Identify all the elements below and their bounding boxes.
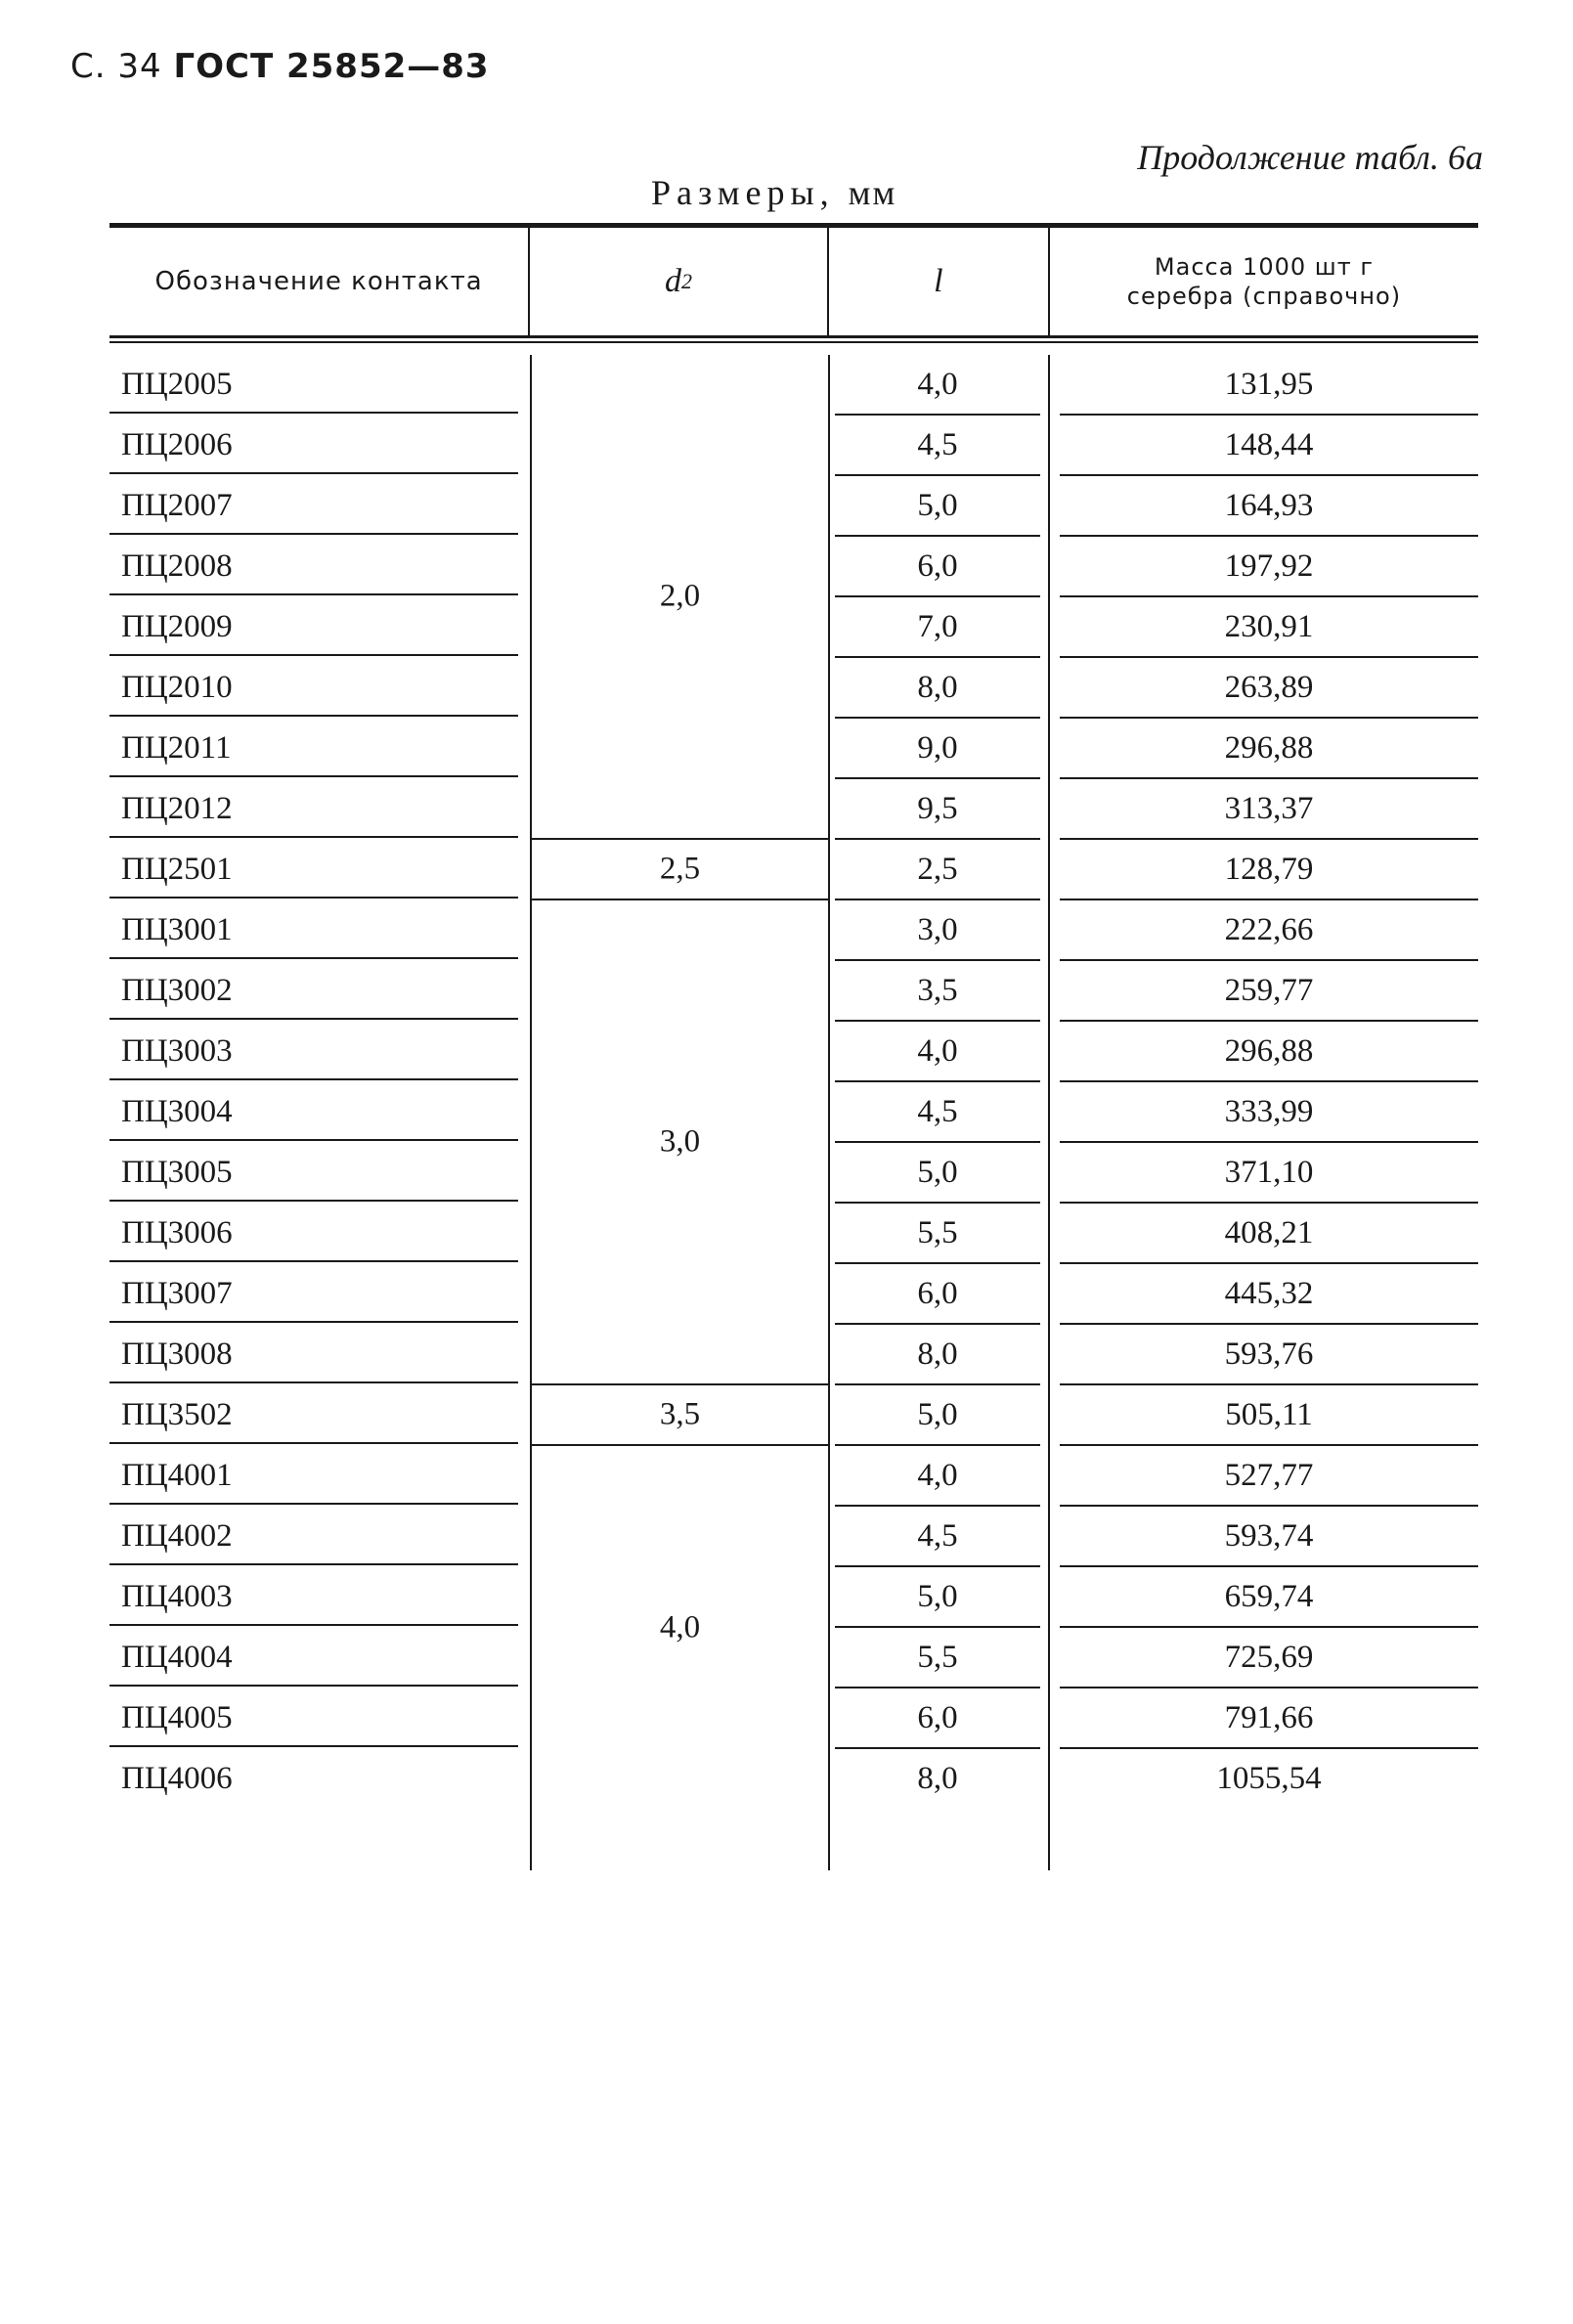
silver-mass-value: 1055,54	[1216, 1761, 1322, 1796]
silver-mass-value: 593,74	[1060, 1507, 1478, 1567]
d2-value: 2,5	[659, 851, 701, 887]
header-mass	[1048, 228, 1478, 335]
header-mass-line2: серебра (справочно)	[1126, 283, 1402, 310]
silver-mass-value: 164,93	[1060, 476, 1478, 537]
contact-code: ПЦ2011	[109, 719, 518, 777]
contact-code: ПЦ2010	[109, 658, 518, 717]
table-header	[109, 228, 1478, 335]
page-number: С. 34	[70, 47, 162, 86]
silver-mass-value: 659,74	[1060, 1567, 1478, 1628]
length-value: 8,0	[835, 1325, 1040, 1385]
length-value: 5,0	[835, 476, 1040, 537]
dimensions-word: Размеры,	[651, 173, 835, 212]
length-value: 2,5	[835, 840, 1040, 900]
header-d2	[528, 228, 827, 335]
silver-mass-value: 148,44	[1060, 416, 1478, 476]
silver-mass-value: 296,88	[1060, 719, 1478, 779]
header-length: l	[827, 228, 1048, 335]
length-value: 5,0	[835, 1385, 1040, 1446]
length-value: 5,5	[835, 1204, 1040, 1264]
header-mass-line1: Масса 1000 шт г	[1154, 253, 1374, 281]
contact-code: ПЦ2501	[109, 840, 518, 899]
contact-code: ПЦ4001	[109, 1446, 518, 1505]
contact-code: ПЦ2009	[109, 597, 518, 656]
silver-mass-value: 222,66	[1060, 900, 1478, 961]
length-value: 4,5	[835, 1507, 1040, 1567]
length-value: 8,0	[917, 1761, 958, 1796]
dimensions-title	[651, 172, 896, 213]
silver-mass-value: 371,10	[1060, 1143, 1478, 1204]
length-value: 4,5	[835, 1082, 1040, 1143]
contact-code: ПЦ2012	[109, 779, 518, 838]
length-value: 6,0	[835, 1264, 1040, 1325]
d2-merged-cell	[532, 900, 828, 1385]
silver-mass-value: 408,21	[1060, 1204, 1478, 1264]
d2-merged-cell	[532, 1385, 828, 1446]
length-value: 5,0	[835, 1567, 1040, 1628]
contact-code: ПЦ3007	[109, 1264, 518, 1323]
header-code: Обозначение контакта	[154, 267, 483, 296]
contact-code: ПЦ3003	[109, 1022, 518, 1080]
length-value: 9,5	[835, 779, 1040, 840]
contact-code: ПЦ4004	[109, 1628, 518, 1687]
table-continuation-label: Продолжение табл. 6а	[1137, 138, 1483, 177]
header-d2-symbol: d	[665, 263, 681, 299]
silver-mass-value: 725,69	[1060, 1628, 1478, 1688]
contact-code: ПЦ3001	[109, 900, 518, 959]
contact-code: ПЦ3005	[109, 1143, 518, 1202]
header-bottom-rule	[109, 335, 1478, 343]
length-value: 5,5	[835, 1628, 1040, 1688]
d2-value: 4,0	[659, 1609, 701, 1645]
d2-value: 3,5	[659, 1396, 701, 1432]
length-value: 6,0	[835, 1688, 1040, 1749]
contact-code: ПЦ2008	[109, 537, 518, 595]
silver-mass-value: 263,89	[1060, 658, 1478, 719]
silver-mass-value: 128,79	[1060, 840, 1478, 900]
silver-mass-value: 333,99	[1060, 1082, 1478, 1143]
contact-code: ПЦ2006	[109, 416, 518, 474]
contact-code: ПЦ4006	[121, 1761, 233, 1796]
d2-merged-cell	[532, 840, 828, 900]
contact-code: ПЦ3006	[109, 1204, 518, 1262]
contact-code: ПЦ3004	[109, 1082, 518, 1141]
standard-number: ГОСТ 25852—83	[173, 47, 490, 86]
contact-code: ПЦ2007	[109, 476, 518, 535]
d2-value: 2,0	[659, 578, 701, 614]
length-value: 4,5	[835, 416, 1040, 476]
d2-value: 3,0	[659, 1123, 701, 1160]
page-header	[70, 47, 490, 86]
length-value: 3,5	[835, 961, 1040, 1022]
length-value: 9,0	[835, 719, 1040, 779]
length-value: 7,0	[835, 597, 1040, 658]
contact-code: ПЦ4002	[109, 1507, 518, 1565]
silver-mass-value: 505,11	[1060, 1385, 1478, 1446]
silver-mass-value: 593,76	[1060, 1325, 1478, 1385]
length-value: 6,0	[835, 537, 1040, 597]
length-value: 3,0	[835, 900, 1040, 961]
silver-mass-value: 197,92	[1060, 537, 1478, 597]
table-body	[109, 355, 1478, 1870]
length-value: 4,0	[835, 1446, 1040, 1507]
silver-mass-value: 259,77	[1060, 961, 1478, 1022]
contacts-table	[109, 223, 1478, 1870]
silver-mass-value: 230,91	[1060, 597, 1478, 658]
contact-code: ПЦ3008	[109, 1325, 518, 1383]
length-value: 5,0	[835, 1143, 1040, 1204]
d2-merged-cell	[532, 355, 828, 840]
length-value: 4,0	[835, 355, 1040, 416]
silver-mass-value: 131,95	[1060, 355, 1478, 416]
silver-mass-value: 313,37	[1060, 779, 1478, 840]
contact-code: ПЦ3502	[109, 1385, 518, 1444]
silver-mass-value: 296,88	[1060, 1022, 1478, 1082]
header-d2-subscript: 2	[681, 269, 692, 293]
silver-mass-value: 791,66	[1060, 1688, 1478, 1749]
contact-code: ПЦ4005	[109, 1688, 518, 1747]
contact-code: ПЦ2005	[109, 355, 518, 414]
contact-code: ПЦ3002	[109, 961, 518, 1020]
silver-mass-value: 445,32	[1060, 1264, 1478, 1325]
length-value: 8,0	[835, 658, 1040, 719]
dimensions-unit: мм	[848, 173, 897, 212]
d2-merged-cell	[532, 1446, 828, 1810]
silver-mass-value: 527,77	[1060, 1446, 1478, 1507]
length-value: 4,0	[835, 1022, 1040, 1082]
contact-code: ПЦ4003	[109, 1567, 518, 1626]
